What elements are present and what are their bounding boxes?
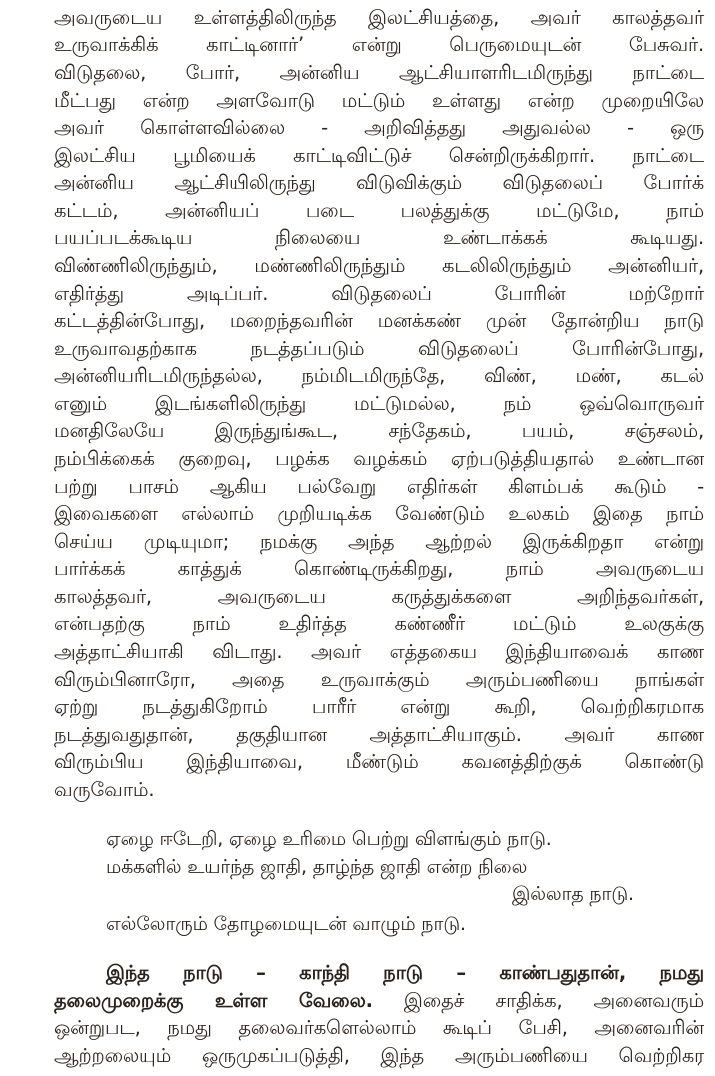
text-line: பார்க்கக் காத்துக் கொண்டிருக்கிறது, நாம் அவருடைய — [54, 557, 704, 581]
text-line: வருவோம். — [54, 777, 155, 801]
text-line: அத்தாட்சியாகி விடாது. அவர் எத்தகைய இந்தியாவைக் காண — [54, 639, 704, 663]
text-line: விண்ணிலிருந்தும், மண்ணிலிருந்தும் கடலிலிருந்தும் அன்னியர், — [54, 253, 704, 277]
text-line: உருவாக்கிக் காட்டினார்’ என்று பெருமையுடன் பேசுவர். — [54, 33, 704, 57]
text-line: காலத்தவர், அவருடைய கருத்துக்களை அறிந்தவர்கள், — [54, 584, 704, 608]
text-line: அன்னிய ஆட்சியிலிருந்து விடுவிக்கும் விடுதலைப் போர்க் — [54, 171, 704, 195]
text-line: என்பதற்கு நாம் உதிர்த்த கண்ணீர் மட்டும் உலகுக்கு — [54, 612, 704, 636]
text-line: நடத்துவதுதான், தகுதியான அத்தாட்சியாகும். அவர் காண — [54, 722, 704, 746]
text-line: பயப்படக்கூடிய நிலையை உண்டாக்கக் கூடியது. — [54, 226, 704, 250]
text-line: உருவாவதற்காக நடத்தப்படும் விடுதலைப் போரின்போது, — [54, 336, 704, 360]
verse-line: இல்லாத நாடு. — [512, 883, 634, 906]
text-line: அன்னியரிடமிருந்தல்ல, நம்மிடமிருந்தே, விண், மண், கடல் — [54, 364, 704, 388]
text-line: எனும் இடங்களிலிருந்து மட்டுமல்ல, நம் ஒவ்வொருவர் — [54, 391, 704, 415]
text-line: ஆற்றலையும் ஒருமுகப்படுத்தி, இந்த அரும்பணியை வெற்றிகர — [54, 1044, 704, 1067]
text-line: விரும்பினாரோ, அதை உருவாக்கும் அரும்பணியை நாங்கள் — [54, 667, 704, 691]
text-line: மீட்பது என்ற அளவோடு மட்டும் உள்ளது என்ற முறையிலே — [54, 88, 704, 112]
text-line: எதிர்த்து அடிப்பர். விடுதலைப் போரின் மற்றோர் — [54, 281, 704, 305]
text-line: பற்று பாசம் ஆகிய பல்வேறு எதிர்கள் கிளம்பக் கூடும் - — [54, 474, 704, 498]
text-line: கட்டத்தின்போது, மறைந்தவரின் மனக்கண் முன் தோன்றிய நாடு — [54, 309, 704, 333]
text-line: இலட்சிய பூமியைக் காட்டிவிட்டுச் சென்றிருக்கிறார். நாட்டை — [54, 143, 704, 167]
text-line: அவருடைய உள்ளத்திலிருந்த இலட்சியத்தை, அவர் காலத்தவர் — [54, 5, 704, 29]
verse-line: ஏழை ஈடேறி, ஏழை உரிமை பெற்று விளங்கும் நாடு. — [106, 828, 552, 851]
text-line: அவர் கொள்ளவில்லை - அறிவித்தது அதுவல்ல - ஒரு — [54, 116, 704, 140]
verse-line: எல்லோரும் தோழமையுடன் வாழும் நாடு. — [106, 912, 466, 935]
text-line: நம்பிக்கைக் குறைவு, பழக்க வழக்கம் ஏற்படுத்தியதால் உண்டான — [54, 446, 704, 470]
text-line: கட்டம், அன்னியப் படை பலத்துக்கு மட்டுமே, நாம் — [54, 198, 704, 222]
text-line: இவைகளை எல்லாம் முறியடிக்க வேண்டும் உலகம் இதை நாம் — [54, 502, 704, 526]
text-line: விரும்பிய இந்தியாவை, மீண்டும் கவனத்திற்குக் கொண்டு — [54, 750, 704, 774]
verse-line: மக்களில் உயர்ந்த ஜாதி, தாழ்ந்த ஜாதி என்ற நிலை — [106, 855, 528, 878]
text-line — [54, 987, 704, 1015]
text-line-bold: இந்த நாடு – காந்தி நாடு – காண்பதுதான், நமது — [106, 961, 704, 985]
text-line: ஒன்றுபட, நமது தலைவர்களெல்லாம் கூடிப் பேசி, அனைவரின் — [54, 1016, 704, 1040]
text-line: விடுதலை, போர், அன்னிய ஆட்சியாளரிடமிருந்து நாட்டை — [54, 60, 704, 84]
text-line: செய்ய முடியுமா; நமக்கு அந்த ஆற்றல் இருக்கிறதா என்று — [54, 529, 704, 553]
text-line: ஏற்று நடத்துகிறோம் பாரீர் என்று கூறி, வெற்றிகரமாக — [54, 695, 704, 719]
text-span-bold: தலைமுறைக்கு உள்ள வேலை. — [54, 988, 373, 1012]
text-span: இதைச் சாதிக்க, அனைவரும் — [372, 988, 704, 1012]
text-line: மனதிலேயே இருந்துங்கூட, சந்தேகம், பயம், சஞ்சலம், — [54, 419, 704, 443]
